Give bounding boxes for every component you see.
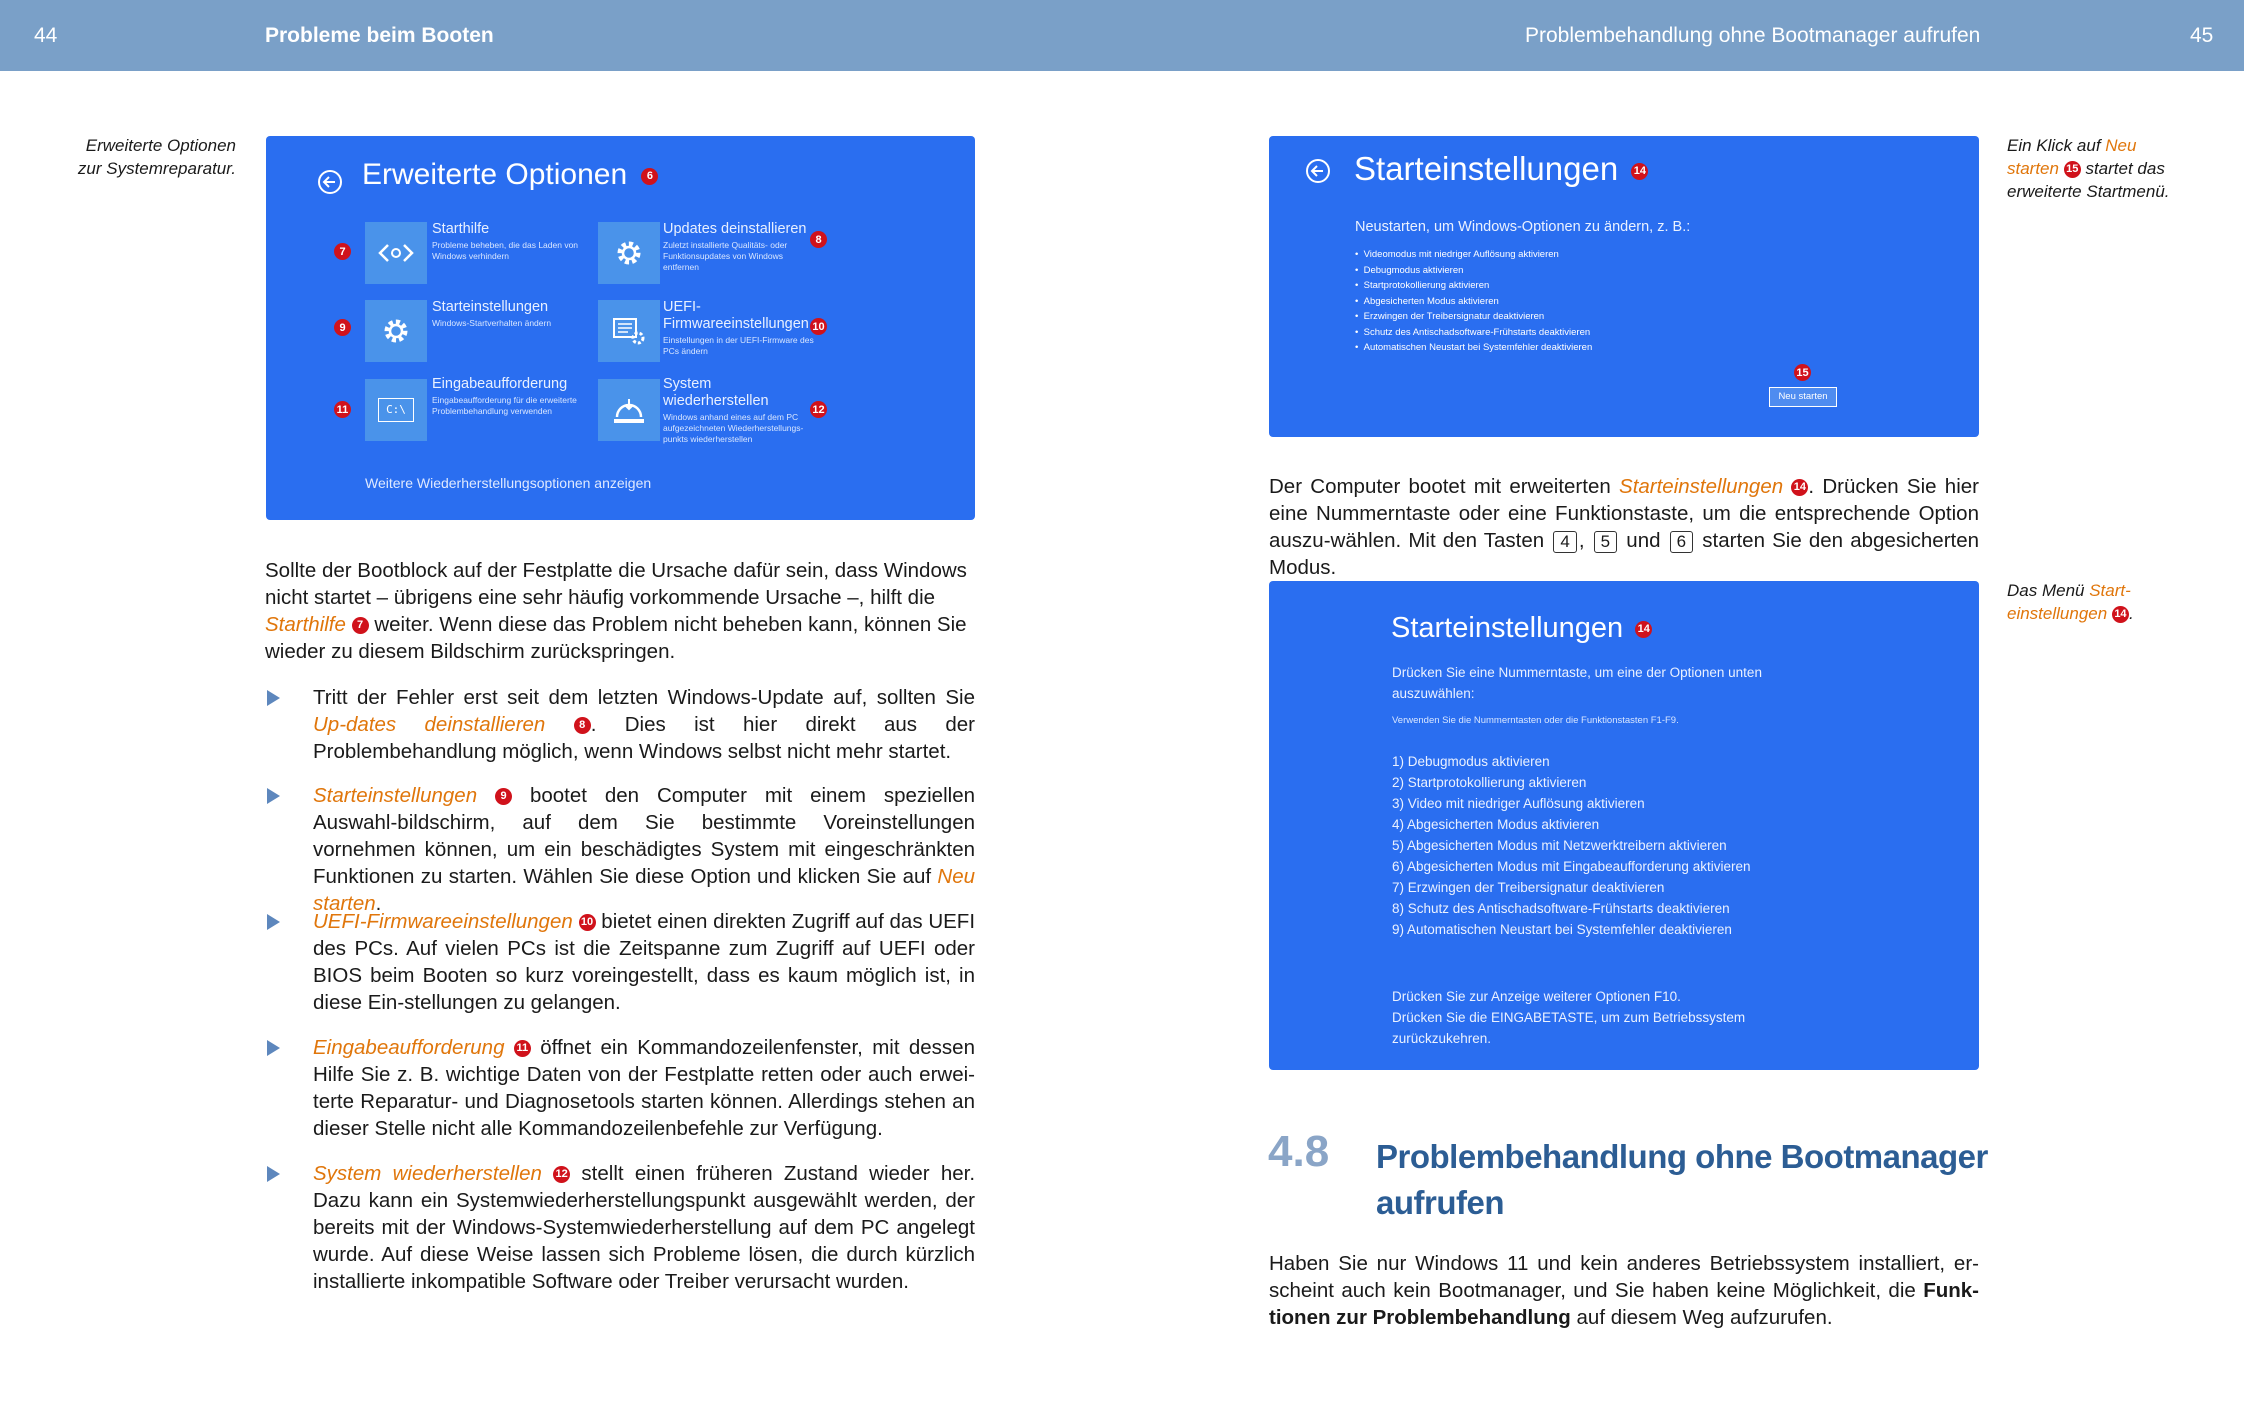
paragraph-text: Der Computer bootet mit erweiterten [1269,475,1611,498]
system-restore-desc-line: aufgezeichneten Wiederherstellungs- [663,423,804,433]
caption-left-line1: Erweiterte Optionen [85,136,236,155]
starthilfe-link: Starthilfe [265,613,346,636]
bullet-triangle-icon [267,1040,280,1056]
chapter-title-left: Probleme beim Booten [265,24,494,47]
screenshot-startup-settings-options [1269,581,1979,1070]
marker-10: 10 [810,318,827,335]
paragraph-text: und [1626,529,1661,552]
chapter-title-right: Problembehandlung ohne Bootmanager aufrufen [1525,24,1981,47]
paragraph-bold: Funk-tionen zur Problembehandlung [1269,1279,1980,1329]
bullet-text [313,684,975,765]
bullet-link: Neu starten [313,865,975,915]
startup-settings-desc: Windows-Startverhalten ändern [432,318,552,328]
paragraph-text: starten Sie den abgesicherten Modus. [1269,529,1980,579]
marker-12: 12 [810,401,827,418]
startup-option-item[interactable]: 7) Erzwingen der Treibersignatur deaktivieren [1392,880,1665,895]
bullet-text-part: . Dies ist hier direkt aus der Problembehandlung möglich, wenn Windows selbst nicht mehr startet. [313,713,976,763]
page-number-left: 44 [34,24,58,47]
system-restore-title-line: System [663,376,712,392]
footer-line: Drücken Sie zur Anzeige weiterer Optionen F10. [1392,989,1681,1004]
startup-options-intro [1392,662,1762,704]
startup-options-hint: Verwenden Sie die Nummerntasten oder die Funktionstasten F1-F9. [1392,715,1679,726]
uefi-settings-desc [663,335,814,357]
caption-link: Neu [2105,136,2137,155]
marker-10: 10 [579,914,596,931]
uefi-settings-desc-line: Einstellungen in der UEFI-Firmware des [663,335,814,345]
restart-subtitle: Neustarten, um Windows-Optionen zu ändern, z. B.: [1355,219,1691,235]
startup-options-title [1391,612,1652,645]
uefi-settings-desc-line: PCs ändern [663,346,708,356]
restart-option-text: Automatischen Neustart bei Systemfehler deaktivieren [1363,342,1593,353]
paragraph-text: Haben Sie nur Windows 11 und kein anderes Betriebssystem installiert, er-scheint auch kein Bootmanager, und Sie haben keine Möglichkeit, die [1269,1252,1979,1302]
marker-14: 14 [2112,606,2129,623]
startup-option-item[interactable]: 6) Abgesicherten Modus mit Eingabeaufforderung aktivieren [1392,859,1751,874]
uninstall-updates-desc-line: entfernen [663,262,699,272]
marker-9: 9 [495,788,512,805]
startup-option-item[interactable]: 1) Debugmodus aktivieren [1392,754,1550,769]
restart-option-text: Startprotokollierung aktivieren [1363,280,1490,291]
command-prompt-title: Eingabeaufforderung [432,376,568,392]
intro-line: auszuwählen: [1392,686,1475,701]
paragraph-text: , [1578,529,1585,552]
startup-option-item[interactable]: 4) Abgesicherten Modus aktivieren [1392,817,1600,832]
bullet-link: Starteinstellungen [313,784,478,807]
starteinstellungen-link: Starteinstellungen [1619,475,1784,498]
command-prompt-icon: C:\ [378,398,414,422]
section-title [1376,1134,1988,1226]
section-title-line: aufrufen [1376,1184,1504,1221]
startup-options-title-text: Starteinstellungen [1391,612,1624,644]
code-brackets-icon [378,241,414,265]
screenshot-startup-settings-restart [1269,136,1979,437]
restart-option-text: Videomodus mit niedriger Auflösung aktivieren [1363,249,1559,260]
bullet-text-part: . [375,892,382,915]
caption-right-1-line: erweiterte Startmenü. [2007,182,2170,201]
caption-left-line2: zur Systemreparatur. [77,159,236,178]
uefi-settings-title-line: Firmwareeinstellungen [663,316,809,332]
key-5: 5 [1594,531,1617,553]
startup-repair-tile[interactable] [365,222,427,284]
key-6: 6 [1670,531,1693,553]
more-recovery-options-link[interactable]: Weitere Wiederherstellungsoptionen anzeigen [365,475,652,491]
caption-link: Start- [2089,581,2131,600]
section-paragraph [1269,1250,1979,1331]
uefi-settings-tile[interactable] [598,300,660,362]
caption-right-2-line [2007,579,2207,602]
startup-repair-desc-line: Windows verhindern [432,251,510,261]
restart-option-item: • Startprotokollierung aktivieren [1355,280,1490,291]
caption-text: Ein Klick auf [2007,136,2101,155]
startup-repair-title: Starthilfe [432,221,490,237]
startup-repair-desc [432,240,578,262]
restart-option-item: • Automatischen Neustart bei Systemfehler deaktivieren [1355,342,1593,353]
startup-option-item[interactable]: 2) Startprotokollierung aktivieren [1392,775,1587,790]
advanced-options-title [362,158,658,192]
page-header [0,0,2244,71]
caption-text: startet das [2085,159,2165,178]
command-prompt-desc [432,395,577,417]
caption-link: einstellungen [2007,604,2108,623]
restart-option-item: • Videomodus mit niedriger Auflösung aktivieren [1355,249,1559,260]
marker-7: 7 [352,617,369,634]
intro-line: Drücken Sie eine Nummerntaste, um eine der Optionen unten [1392,665,1762,680]
system-restore-desc [663,412,803,445]
advanced-options-title-text: Erweiterte Optionen [362,158,628,191]
bullet-triangle-icon [267,788,280,804]
bullet-uefi [265,908,975,1016]
startup-options-footer [1392,986,1745,1049]
gear-icon [379,314,413,348]
marker-11: 11 [334,401,351,418]
uninstall-updates-desc [663,240,787,273]
intro-line: wieder zu diesem Bildschirm zurückspringen. [265,640,676,663]
uninstall-updates-desc-line: Zuletzt installierte Qualitäts- oder [663,240,788,250]
restore-icon [611,395,647,425]
bullet-link: System wiederherstellen [313,1162,542,1185]
startup-option-item[interactable]: 5) Abgesicherten Modus mit Netzwerktreibern aktivieren [1392,838,1727,853]
marker-14: 14 [1631,163,1648,180]
marker-15: 15 [1794,364,1811,381]
footer-line: Drücken Sie die EINGABETASTE, um zum Betriebssystem [1392,1010,1746,1025]
paragraph-text: . Drücken Sie hier eine Nummerntaste oder eine Funktionstaste, um die entsprechende Option auszu-wählen. Mit den Tasten [1269,475,1979,552]
bullet-triangle-icon [267,690,280,706]
command-prompt-desc-line: Eingabeaufforderung für die erweiterte [432,395,577,405]
bullet-text [313,782,975,917]
marker-14: 14 [1635,621,1652,638]
startup-settings-title: Starteinstellungen [432,299,549,315]
marker-8: 8 [810,231,827,248]
bullet-text-part: bietet einen direkten Zugriff auf das UEFI des PCs. Auf vielen PCs ist die Zeitspanne zum Zugriff auf UEFI oder BIOS beim Booten so kurz voreingestellt, dass es kaum möglich ist, in diese Ein-stellungen zu gelangen. [313,910,976,1014]
paragraph-text: auf diesem Weg aufzurufen. [1576,1306,1833,1329]
caption-right-1 [2007,134,2207,203]
caption-text: . [2128,604,2134,623]
restart-option-text: Abgesicherten Modus aktivieren [1363,295,1499,307]
section-number: 4.8 [1268,1127,1330,1176]
marker-7: 7 [334,243,351,260]
system-restore-title [663,376,769,410]
back-arrow-icon[interactable] [1304,157,1332,185]
marker-9: 9 [334,319,351,336]
startup-option-item[interactable]: 8) Schutz des Antischadsoftware-Frühstarts deaktivieren [1392,901,1730,916]
system-restore-tile[interactable] [598,379,660,441]
command-prompt-tile[interactable] [365,379,427,441]
caption-right-1-line [2007,157,2207,180]
restart-option-item: • Debugmodus aktivieren [1355,264,1464,276]
uninstall-updates-tile[interactable] [598,222,660,284]
restart-button[interactable]: Neu starten [1769,387,1837,407]
bullet-text-part: öffnet ein Kommandozeilenfenster, mit dessen Hilfe Sie z. B. wichtige Daten von der Festplatte retten oder auch erwei-terte Reparatur- und Diagnosetools starten können. Allerdings stehen an dieser Stelle nicht alle Kommandozeilenbefehle zur Verfügung. [313,1036,975,1140]
restart-option-text: Debugmodus aktivieren [1363,264,1464,276]
bullet-command-prompt [265,1034,975,1142]
bullet-text-part: Tritt der Fehler erst seit dem letzten Windows-Update auf, sollten Sie [313,686,975,709]
system-restore-desc-line: punkts wiederherstellen [663,434,753,444]
restart-option-item: • Erzwingen der Treibersignatur deaktivieren [1355,311,1545,322]
restart-option-text: Erzwingen der Treibersignatur deaktivieren [1363,311,1545,322]
bullet-text [313,1160,975,1295]
chip-gear-icon [611,315,647,347]
bullet-link: UEFI-Firmwareeinstellungen [313,910,573,933]
startup-settings-title-text: Starteinstellungen [1354,150,1619,187]
caption-right-1-line [2007,134,2207,157]
marker-11: 11 [514,1040,531,1057]
bullet-system-restore [265,1160,975,1295]
startup-option-item[interactable]: 3) Video mit niedriger Auflösung aktivieren [1392,796,1645,811]
startup-options-list [1392,751,1750,940]
intro-line-rest: weiter. Wenn diese das Problem nicht beheben kann, können Sie [374,613,967,636]
uefi-settings-title [663,299,809,333]
system-restore-title-line: wiederherstellen [663,393,769,409]
restart-option-item: • Abgesicherten Modus aktivieren [1355,295,1499,307]
startup-settings-paragraph [1269,473,1979,581]
startup-settings-tile[interactable] [365,300,427,362]
caption-left [60,134,236,180]
startup-repair-desc-line: Probleme beheben, die das Laden von [432,240,579,250]
bullet-text-part: stellt einen früheren Zustand wieder her. Dazu kann ein Systemwiederherstellungspunkt ausgewählt werden, der bereits mit der Windows-Systemwiederherstellung auf dem PC angelegt wurde. Auf diese Weise lassen sich Probleme lösen, die durch kürzlich installierte inkompatible Software oder Treiber verursacht wurden. [313,1162,976,1293]
restart-options-list [1355,247,1592,356]
uefi-settings-title-line: UEFI- [663,299,701,315]
page-number-right: 45 [2190,24,2214,47]
bullet-text [313,1034,975,1142]
bullet-uninstall-updates [265,684,975,765]
gear-icon [612,236,646,270]
uninstall-updates-desc-line: Funktionsupdates von Windows [663,251,784,261]
marker-12: 12 [553,1166,570,1183]
caption-right-2 [2007,579,2207,625]
caption-link: starten [2007,159,2059,178]
restart-option-item: • Schutz des Antischadsoftware-Frühstarts deaktivieren [1355,326,1591,338]
caption-text: Das Menü [2007,581,2085,600]
bullet-text-part: bootet den Computer mit einem speziellen Auswahl-bildschirm, auf dem Sie bestimmte Voreinstellungen vornehmen können, um ein beschädigtes System mit eingeschränkten Funktionen zu starten. Wählen Sie diese Option und klicken Sie auf [313,784,975,888]
bullet-triangle-icon [267,1166,280,1182]
marker-15: 15 [2064,161,2081,178]
key-4: 4 [1553,531,1576,553]
intro-line: nicht startet – übrigens eine sehr häufig vorkommende Ursache –, hilft die [265,586,936,609]
command-prompt-desc-line: Problembehandlung verwenden [432,406,553,416]
section-title-line: Problembehandlung ohne Bootmanager [1376,1138,1988,1175]
bullet-startup-settings [265,782,975,917]
caption-right-2-line [2007,602,2207,625]
intro-line [265,611,975,638]
system-restore-desc-line: Windows anhand eines auf dem PC [663,412,799,422]
bullet-link: Eingabeaufforderung [313,1036,505,1059]
bullet-triangle-icon [267,914,280,930]
uninstall-updates-title: Updates deinstallieren [663,221,807,237]
marker-14: 14 [1791,479,1808,496]
bullet-link: Up-dates deinstallieren [313,713,546,736]
restart-option-text: Schutz des Antischadsoftware-Frühstarts deaktivieren [1363,326,1591,338]
footer-line: zurückzukehren. [1392,1031,1492,1046]
startup-option-item[interactable]: 9) Automatischen Neustart bei Systemfehler deaktivieren [1392,922,1732,937]
marker-8: 8 [574,717,591,734]
screenshot-advanced-options [266,136,975,520]
intro-line: Sollte der Bootblock auf der Festplatte die Ursache dafür sein, dass Windows [265,559,967,582]
intro-paragraph [265,557,975,665]
marker-6: 6 [641,168,658,185]
startup-settings-title [1354,150,1648,188]
bullet-text [313,908,975,1016]
back-arrow-icon[interactable] [316,168,344,196]
